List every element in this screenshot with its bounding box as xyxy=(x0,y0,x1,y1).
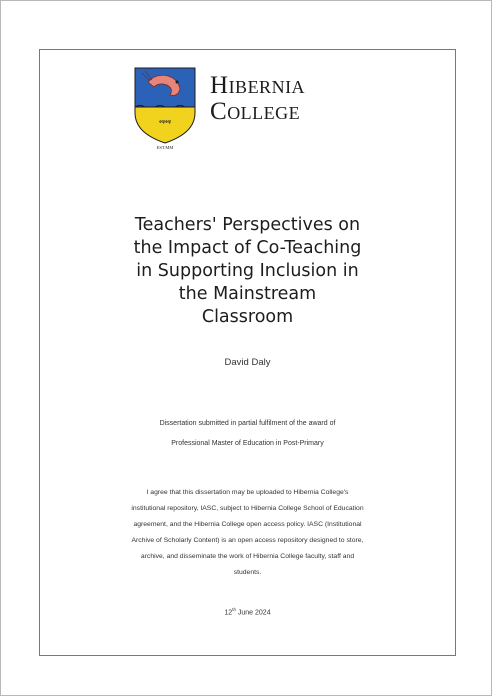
dissertation-title xyxy=(39,214,456,329)
agreement-line: Archive of Scholarly Content) is an open access repository designed to store, xyxy=(131,537,364,544)
submission-line: Professional Master of Education in Post-Primary xyxy=(171,440,324,447)
svg-text:✠ψ✠ψ: ✠ψ✠ψ xyxy=(158,119,172,125)
title-line: Classroom xyxy=(201,307,294,327)
title-line: the Impact of Co-Teaching xyxy=(133,238,362,258)
submission-statement xyxy=(39,414,456,454)
hibernia-crest-icon xyxy=(134,67,196,151)
agreement-line: archive, and disseminate the work of Hibernia College faculty, staff and xyxy=(140,553,355,560)
submission-line: Dissertation submitted in partial fulfilment of the award of xyxy=(159,420,336,427)
agreement-line: agreement, and the Hibernia College open access policy. IASC (Institutional xyxy=(133,521,362,528)
author-name: David Daly xyxy=(224,357,271,368)
agreement-line: students. xyxy=(233,569,262,576)
wordmark-line-1: HIBERNIA xyxy=(210,72,306,99)
submission-date: 12th June 2024 xyxy=(224,607,271,617)
college-wordmark xyxy=(210,73,305,125)
svg-text:EST.MM: EST.MM xyxy=(156,145,174,150)
agreement-line: institutional repository, IASC, subject to Hibernia College School of Education xyxy=(131,505,364,512)
agreement-line: I agree that this dissertation may be uploaded to Hibernia College's xyxy=(146,489,349,496)
wordmark-line-2: COLLEGE xyxy=(210,98,301,125)
title-line: Teachers' Perspectives on xyxy=(134,215,361,235)
repository-agreement xyxy=(39,485,456,581)
title-line: in Supporting Inclusion in xyxy=(136,261,359,281)
title-line: the Mainstream xyxy=(178,284,317,304)
